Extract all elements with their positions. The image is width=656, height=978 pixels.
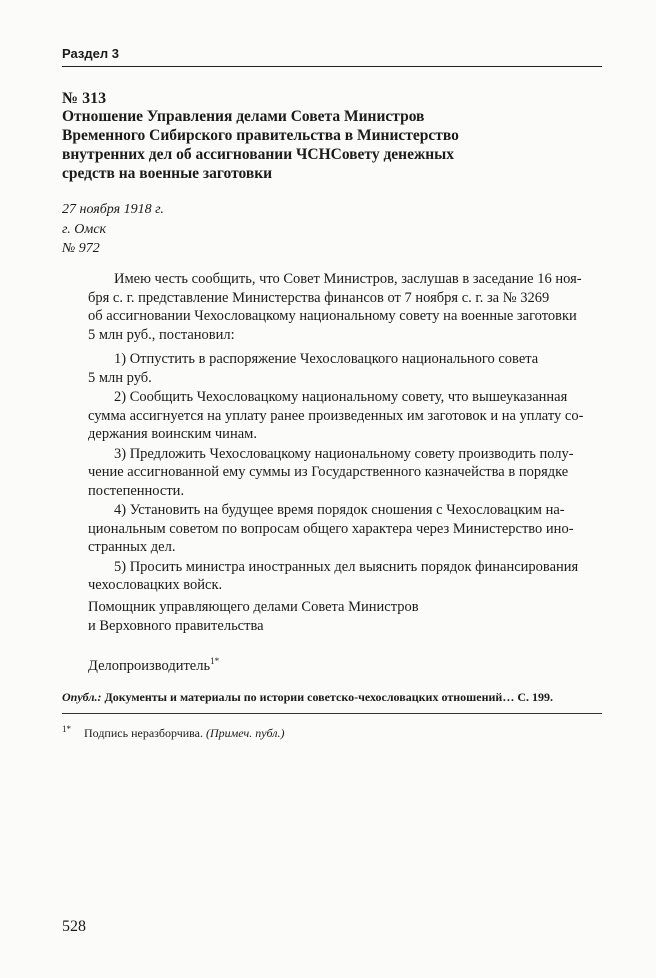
- registration-number: № 972: [62, 241, 100, 256]
- list-item: [62, 501, 602, 557]
- signature-line: и Верховного правительства: [88, 617, 264, 634]
- text-line: сумма ассигнуется на уплату ранее произведенных им заготовок и на уплату со-: [88, 407, 584, 424]
- clerk-signature: [88, 652, 219, 675]
- title-line: внутренних дел об ассигновании ЧСНСовету денежных: [62, 146, 455, 163]
- signature-block: [88, 598, 419, 635]
- list-item: [62, 388, 602, 444]
- footnote-mark: 1*: [62, 724, 71, 734]
- text-line: 3) Предложить Чехословацкому национальному совету производить полу-: [114, 445, 574, 462]
- list-item: [62, 445, 602, 501]
- text-line: циональным советом по вопросам общего характера через Министерство ино-: [88, 520, 574, 537]
- section-header: Раздел 3: [62, 46, 119, 61]
- document-body: [62, 270, 602, 596]
- text-line: чение ассигнованной ему суммы из Государственного казначейства в порядке: [88, 464, 569, 480]
- text-line: странных дел.: [88, 539, 176, 555]
- list-item: [62, 558, 602, 595]
- title-line: Отношение Управления делами Совета Министров: [62, 108, 425, 125]
- text-line: 2) Сообщить Чехословацкому национальному совету, что вышеуказанная: [114, 389, 568, 405]
- document-date: 27 ноября 1918 г.: [62, 202, 164, 217]
- document-title: [62, 107, 532, 183]
- publication-label: Опубл.:: [62, 690, 102, 704]
- text-line: бря с. г. представление Министерства финансов от 7 ноября с. г. за № 3269: [88, 289, 550, 306]
- document-number: № 313: [62, 90, 107, 107]
- publication-text: Документы и материалы по истории советско-чехословацких отношений… С. 199.: [104, 690, 553, 704]
- text-line: Имею честь сообщить, что Совет Министров, заслушав в заседание 16 ноя-: [114, 271, 582, 287]
- footnote-reference: 1*: [210, 656, 220, 666]
- clerk-title: Делопроизводитель: [88, 657, 211, 674]
- text-line: чехословацких войск.: [88, 577, 223, 593]
- footnote-text: Подпись неразборчива.: [84, 726, 203, 740]
- title-line: Временного Сибирского правительства в Министерство: [62, 127, 459, 144]
- text-line: постепенности.: [88, 482, 185, 499]
- text-line: 5 млн руб.: [88, 369, 152, 386]
- document-place: г. Омск: [62, 222, 107, 237]
- footnote: [62, 724, 285, 741]
- signature-line: Помощник управляющего делами Совета Министров: [88, 599, 419, 615]
- text-line: об ассигновании Чехословацкому национальному совету на военные заготовки: [88, 308, 577, 324]
- footnote-note: (Примеч. публ.): [205, 726, 285, 740]
- text-line: 1) Отпустить в распоряжение Чехословацкого национального совета: [114, 351, 539, 367]
- text-line: 4) Установить на будущее время порядок сношения с Чехословацким на-: [114, 502, 565, 518]
- text-line: 5 млн руб., постановил:: [88, 326, 235, 343]
- list-item: [62, 350, 602, 387]
- header-rule: [62, 66, 602, 67]
- publication-reference: [62, 690, 602, 705]
- text-line: держания воинским чинам.: [88, 426, 257, 442]
- title-line: средств на военные заготовки: [62, 165, 273, 182]
- intro-paragraph: [62, 270, 602, 344]
- text-line: 5) Просить министра иностранных дел выяснить порядок финансирования: [114, 558, 579, 575]
- page-number: 528: [62, 918, 86, 935]
- footnote-rule: [62, 713, 602, 714]
